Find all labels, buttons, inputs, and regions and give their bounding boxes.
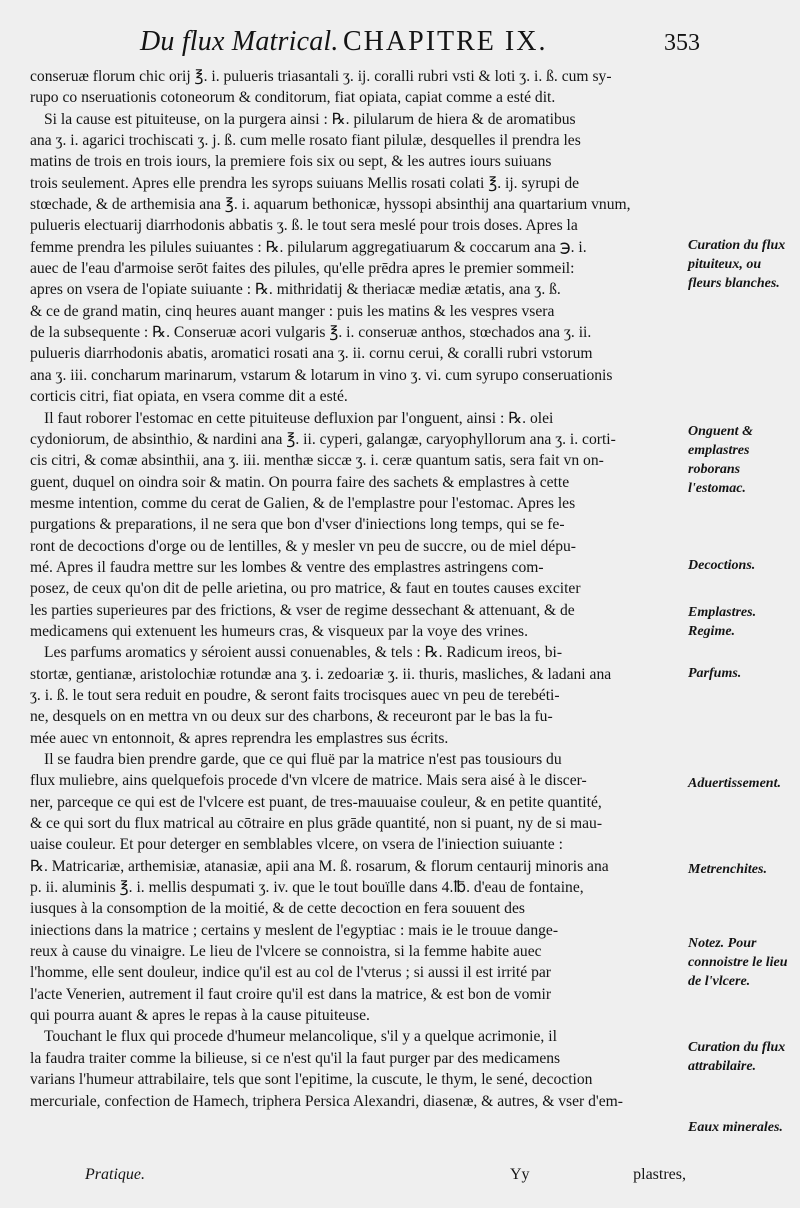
- text-line: auec de l'eau d'armoise serōt faites des pilules, qu'elle prēdra apres le premier sommeil:: [30, 260, 575, 278]
- text-line: varians l'humeur attrabilaire, tels que sont l'epitime, la cuscute, le thym, le sené, decoction: [30, 1071, 593, 1089]
- text-line: ana ʒ. i. agarici trochiscati ʒ. j. ß. cum melle rosato fiant pilulæ, desquelles il prendra les: [30, 132, 581, 150]
- text-line: & ce qui sort du flux matrical au cōtraire en plus grāde quantité, non si puant, ny de si mau-: [30, 815, 603, 833]
- text-line: ront de decoctions d'orge ou de lentilles, & y mesler vn peu de succre, ou de miel dépu-: [30, 537, 576, 555]
- text-line: iniections dans la matrice ; certains y meslent de l'egyptiac : mais ie le trouue dange-: [30, 921, 559, 939]
- text-line: matins de trois en trois iours, la premiere fois six ou sept, & les autres iours suiuans: [30, 153, 552, 171]
- text-line: apres on vsera de l'opiate suiuante : ℞. mithridatij & theriacæ mediæ ætatis, ana ʒ. ß.: [30, 281, 561, 299]
- text-line: Les parfums aromatics y séroient aussi conuenables, & tels : ℞. Radicum ireos, bi-: [44, 644, 563, 662]
- catchword: plastres,: [633, 1166, 686, 1183]
- text-line: femme prendra les pilules suiuantes : ℞. pilularum aggregatiuarum & coccarum ana ℈. i.: [30, 238, 587, 256]
- signature-word: Pratique.: [85, 1166, 145, 1183]
- page-number: 353: [664, 30, 700, 56]
- margin-note-aduertissement: Aduertissement.: [688, 776, 781, 791]
- text-line: ana ʒ. iii. concharum marinarum, vstarum & lotarum in vino ʒ. vi. cum syrupo conseruationis: [30, 366, 613, 384]
- text-line: Touchant le flux qui procede d'humeur melancolique, s'il y a quelque acrimonie, il: [44, 1028, 557, 1046]
- text-line: medicamens qui extenuent les humeurs cras, & visqueux par la voye des vrines.: [30, 622, 528, 640]
- text-line: pulueris electuarij diarrhodonis abbatis ʒ. ß. le tout sera meslé pour trois doses. Apres la: [30, 217, 578, 235]
- text-line: ne, desquels on en mettra vn ou deux sur des charbons, & receuront par le bas la fu-: [30, 708, 553, 726]
- text-line: rupo co nseruationis cotoneorum & conditorum, fiat opiata, capiat comme a esté dit.: [30, 89, 556, 107]
- text-line: reux à cause du vinaigre. Le lieu de l'vlcere se connoistra, si la femme habite auec: [30, 943, 542, 961]
- text-line: pulueris diarrhodonis abatis, aromatici rosati ana ʒ. ii. cornu cerui, & coralli rubri vstorum: [30, 345, 593, 363]
- text-line: mesme intention, comme du cerat de Galien, & de l'emplastre pour l'estomac. Apres les: [30, 494, 576, 512]
- text-line: la faudra traiter comme la bilieuse, si ce n'est qu'il la faut purger par des medicamens: [30, 1049, 561, 1067]
- margin-note-notez: Notez. Pour connoistre le lieu de l'vlcere.: [688, 936, 788, 989]
- margin-note-curation-attrabilaire: Curation du flux attrabilaire.: [688, 1040, 786, 1074]
- text-line: mée auec vn entonnoit, & apres reprendra les emplastres sus écrits.: [30, 729, 449, 747]
- margin-note-parfums: Parfums.: [688, 666, 742, 681]
- page-footer: [30, 1158, 686, 1188]
- text-line: uaise couleur. Et pour deterger en semblables vlcere, on vsera de l'iniection suiuante :: [30, 836, 563, 854]
- signature-mark: Yy: [510, 1166, 530, 1183]
- body-text: [30, 66, 686, 1112]
- text-line: mé. Apres il faudra mettre sur les lombes & ventre des emplastres astringens com-: [30, 558, 544, 576]
- page-header: [140, 22, 700, 62]
- text-line: les parties superieures par des frictions, & vser de regime dessechant & attenuant, & de: [30, 601, 575, 619]
- text-line: iusques à la consomption de la moitié, & de cette decoction en fera souuent des: [30, 900, 525, 918]
- margin-note-curation-pituiteux: Curation du flux pituiteux, ou fleurs blanches.: [688, 238, 786, 291]
- text-line: Si la cause est pituiteuse, on la purgera ainsi : ℞. pilularum de hiera & de aromatibus: [44, 110, 576, 128]
- text-line: stortæ, gentianæ, aristolochiæ rotundæ ana ʒ. i. zedoariæ ʒ. ii. thuris, masliches, & ladani ana: [30, 665, 612, 683]
- text-line: l'acte Venerien, autrement il faut croire qu'il est dans la matrice, & est bon de vomir: [30, 985, 552, 1003]
- text-line: ℞. Matricariæ, arthemisiæ, atanasiæ, apii ana M. ß. rosarum, & florum centaurij minoris ana: [30, 857, 609, 875]
- margin-note-onguent: Onguent & emplastres roborans l'estomac.: [688, 424, 753, 496]
- text-line: cis citri, & comæ absinthii, ana ʒ. iii. menthæ siccæ ʒ. i. ceræ quantum satis, sera fait vn on-: [30, 452, 604, 470]
- text-line: conseruæ florum chic orij ℥. i. pulueris triasantali ʒ. ij. coralli rubri vsti & loti ʒ. i. ß. cum sy-: [30, 68, 612, 85]
- text-line: stœchade, & de arthemisia ana ℥. i. aquarum bethonicæ, hyssopi absinthij ana quartarium vnum,: [30, 196, 631, 214]
- margin-note-metrenchites: Metrenchites.: [688, 862, 767, 877]
- chapter-heading: CHAPITRE IX.: [343, 26, 548, 57]
- text-line: cydoniorum, de absinthio, & nardini ana ℥. ii. cyperi, galangæ, caryophyllorum ana ʒ. i. corti-: [30, 430, 616, 448]
- margin-note-decoctions: Decoctions.: [688, 558, 756, 573]
- text-line: corticis citri, fiat opiata, en vsera comme dit a esté.: [30, 388, 348, 406]
- text-line: Il se faudra bien prendre garde, que ce qui fluë par la matrice n'est pas tousiours du: [44, 751, 562, 768]
- text-line: p. ii. aluminis ℥. i. mellis despumati ʒ. iv. que le tout bouïlle dans 4.℔. d'eau de fontaine,: [30, 879, 584, 897]
- text-line: purgations & preparations, il ne sera que bon d'vser d'iniections long temps, qui se fe-: [30, 516, 565, 534]
- text-line: guent, duquel on oindra soir & matin. On pourra faire des sachets & emplastres à cette: [30, 473, 570, 491]
- text-line: qui pourra auant & apres le repas à la cause pituiteuse.: [30, 1007, 370, 1025]
- text-line: ʒ. i. ß. le tout sera reduit en poudre, & seront faits trocisques auec vn peu de terebéti-: [30, 686, 560, 704]
- text-line: de la subsequente : ℞. Conseruæ acori vulgaris ℥. i. conseruæ anthos, stœchados ana ʒ. ii.: [30, 324, 592, 342]
- running-title: Du flux Matrical.: [140, 26, 339, 57]
- text-line: mercuriale, confection de Hamech, triphera Persica Alexandri, diasenæ, & autres, & vser d'em-: [30, 1092, 623, 1110]
- text-line: & ce de grand matin, cinq heures auant manger : puis les matins & les vespres vsera: [30, 302, 555, 320]
- text-line: posez, de ceux qu'on dit de pelle arietina, ou pro matrice, & faut en toutes causes exciter: [30, 580, 581, 598]
- text-line: trois seulement. Apres elle prendra les syrops suiuans Mellis rosati colati ℥. ij. syrupi de: [30, 174, 580, 192]
- margin-note-eaux-minerales: Eaux minerales.: [688, 1120, 783, 1135]
- text-line: flux muliebre, ains quelquefois procede d'vn vlcere de matrice. Mais sera aisé à le discer-: [30, 772, 587, 790]
- margin-note-emplastres: Emplastres. Regime.: [688, 605, 757, 639]
- text-line: l'homme, elle sent douleur, indice qu'il est au col de l'vterus ; si aussi il est irrité par: [30, 964, 551, 982]
- text-line: Il faut roborer l'estomac en cette pituiteuse defluxion par l'onguent, ainsi : ℞. olei: [44, 409, 554, 427]
- text-line: ner, parceque ce qui est de l'vlcere est puant, de tres-mauuaise couleur, & en petite quantité,: [30, 793, 602, 811]
